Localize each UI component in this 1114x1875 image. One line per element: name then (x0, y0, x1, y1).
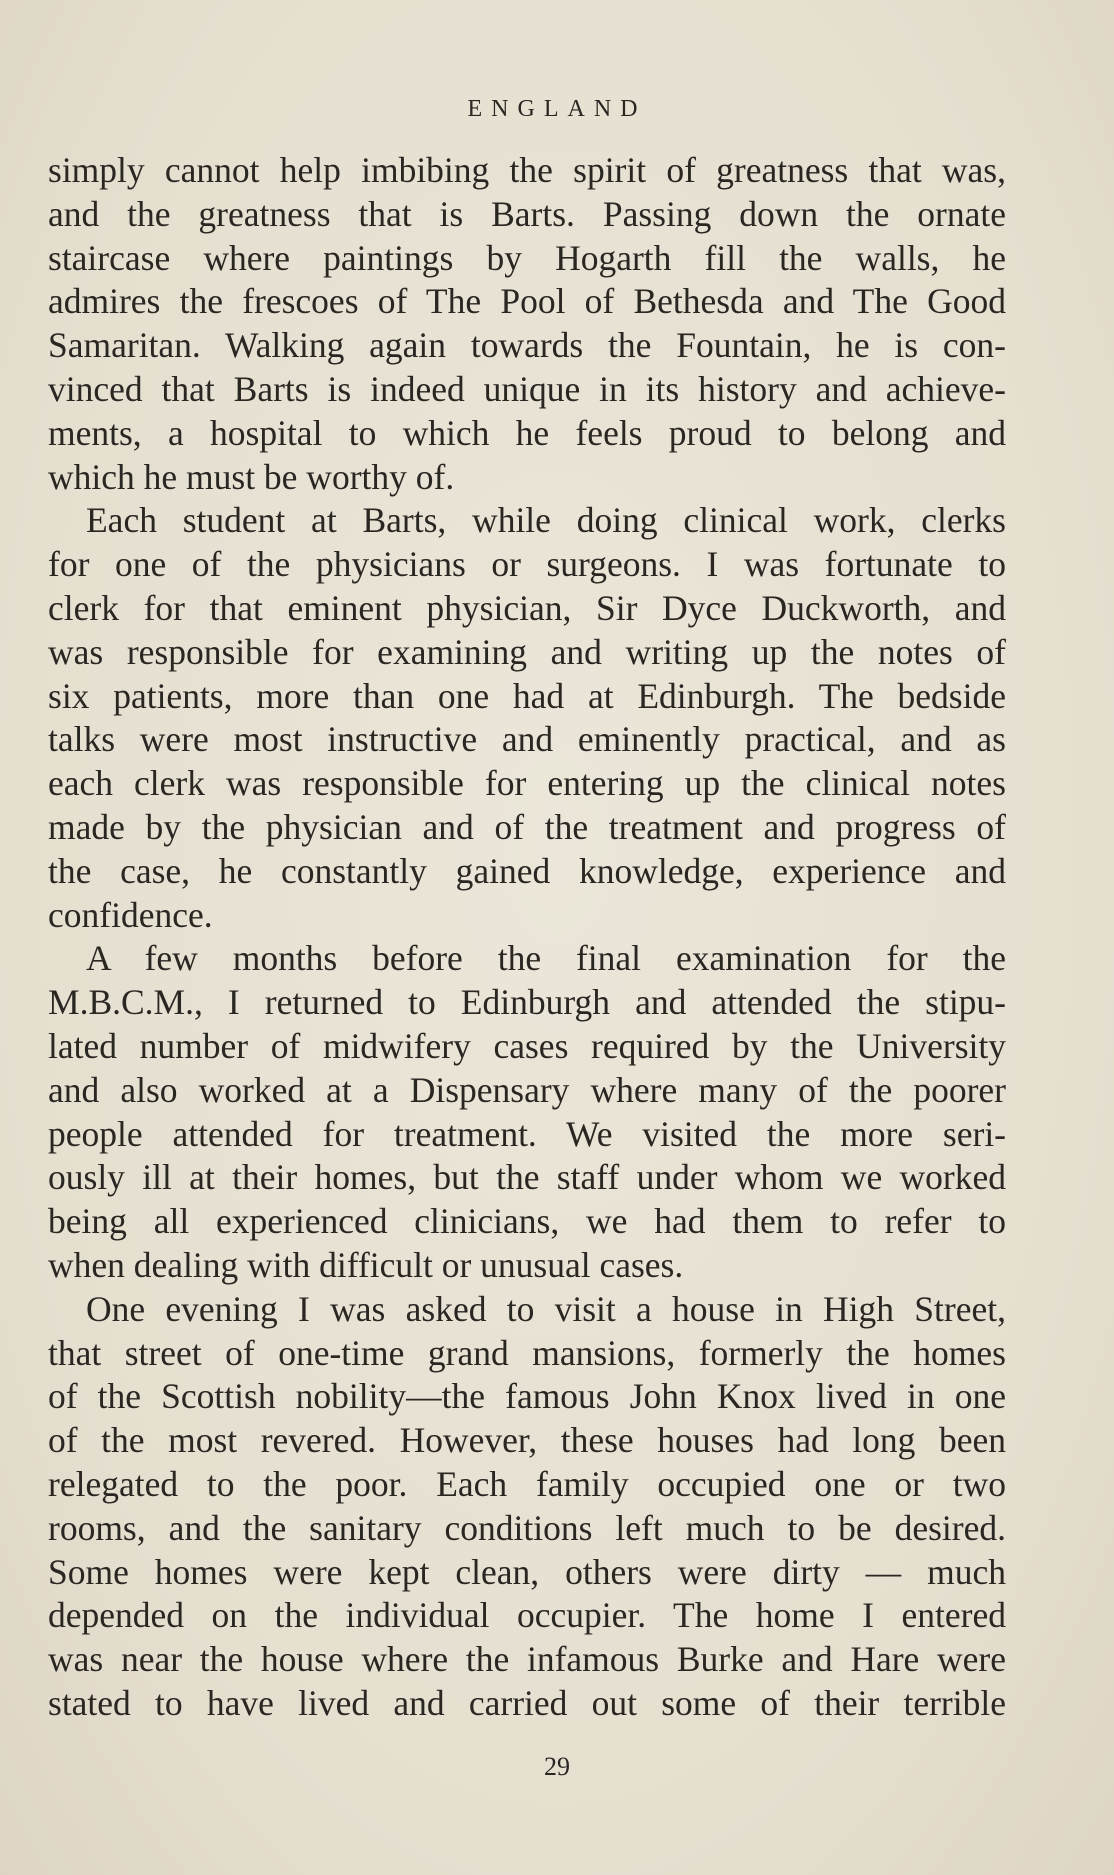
paragraph (48, 499, 1006, 937)
text-line: which he must be worthy of. (48, 456, 455, 497)
text-line: admires the frescoes of The Pool of Bethesda and The Good (48, 281, 1006, 322)
text-line: vinced that Barts is indeed unique in its history and achieve- (48, 368, 1006, 409)
text-line: staircase where paintings by Hogarth fill the walls, he (48, 237, 1006, 278)
text-line: the case, he constantly gained knowledge, experience and (48, 850, 1006, 891)
text-line: and the greatness that is Barts. Passing down the ornate (48, 193, 1006, 234)
text-line: was responsible for examining and writing up the notes of (48, 631, 1006, 672)
text-line: simply cannot help imbibing the spirit of greatness that was, (48, 150, 1006, 190)
text-line: talks were most instructive and eminently practical, and as (48, 719, 1006, 760)
text-line: when dealing with difficult or unusual cases. (48, 1244, 684, 1285)
text-line: Samaritan. Walking again towards the Fountain, he is con- (48, 325, 1006, 366)
text-line: Some homes were kept clean, others were dirty — much (48, 1551, 1006, 1592)
text-line: A few months before the final examination for the (86, 938, 1006, 979)
text-line: M.B.C.M., I returned to Edinburgh and attended the stipu- (48, 982, 1006, 1023)
text-line: six patients, more than one had at Edinburgh. The bedside (48, 675, 1006, 716)
text-line: confidence. (48, 894, 213, 935)
text-line: each clerk was responsible for entering up the clinical notes (48, 763, 1006, 804)
text-line: One evening I was asked to visit a house in High Street, (86, 1288, 1006, 1329)
text-line: being all experienced clinicians, we had them to refer to (48, 1201, 1006, 1242)
text-line: made by the physician and of the treatment and progress of (48, 806, 1006, 847)
paragraph (48, 149, 1006, 499)
page-number: 29 (544, 1752, 570, 1781)
body-text (48, 149, 1006, 1726)
text-line: clerk for that eminent physician, Sir Dyce Duckworth, and (48, 587, 1006, 628)
text-line: for one of the physicians or surgeons. I was fortunate to (48, 544, 1006, 585)
text-line: stated to have lived and carried out some of their terrible (48, 1682, 1006, 1723)
paragraph (48, 937, 1006, 1287)
text-line: ously ill at their homes, but the staff under whom we worked (48, 1157, 1006, 1198)
text-line: lated number of midwifery cases required by the University (48, 1025, 1006, 1066)
text-line: of the most revered. However, these houses had long been (48, 1420, 1006, 1461)
text-line: relegated to the poor. Each family occupied one or two (48, 1463, 1006, 1504)
text-line: rooms, and the sanitary conditions left much to be desired. (48, 1507, 1006, 1548)
text-line: Each student at Barts, while doing clinical work, clerks (86, 500, 1006, 541)
text-line: ments, a hospital to which he feels proud to belong and (48, 412, 1006, 453)
text-line: that street of one-time grand mansions, formerly the homes (48, 1332, 1006, 1373)
paragraph (48, 1288, 1006, 1726)
text-line: people attended for treatment. We visited the more seri- (48, 1113, 1006, 1154)
text-line: depended on the individual occupier. The home I entered (48, 1595, 1006, 1636)
running-head: ENGLAND (467, 96, 647, 122)
text-line: was near the house where the infamous Burke and Hare were (48, 1639, 1006, 1680)
text-line: and also worked at a Dispensary where many of the poorer (48, 1069, 1006, 1110)
text-line: of the Scottish nobility—the famous John Knox lived in one (48, 1376, 1006, 1417)
